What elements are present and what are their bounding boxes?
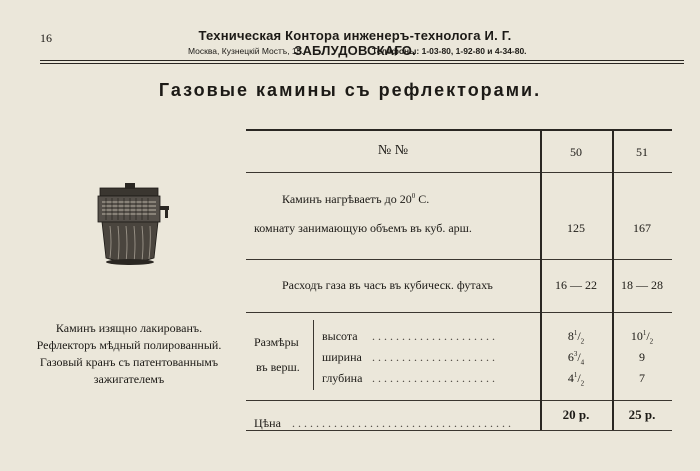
price-51: 25 р. — [628, 407, 656, 422]
dim-depth-51: 7 — [639, 371, 645, 385]
table-header-rule — [246, 172, 672, 173]
dims-brace — [313, 320, 322, 390]
product-description — [14, 320, 244, 388]
description-line: Газовый кранъ съ патентованнымъ — [39, 355, 219, 369]
degree-mark: 0 — [411, 192, 416, 200]
page-title: Газовые камины съ рефлекторами. — [158, 80, 542, 100]
header-number-label: № № — [377, 143, 409, 158]
address: Москва, Кузнецкій Мостъ, 15. — [188, 46, 304, 56]
heating-value-50: 125 — [567, 221, 585, 235]
price-leader: ..................................... — [292, 416, 514, 430]
dim-depth-50: $4^1/_2$ — [567, 371, 585, 388]
price-label: Цѣна — [254, 416, 281, 430]
description-line: зажигателемъ — [93, 372, 165, 386]
dim-width-50: $6^3/_4$ — [567, 350, 585, 367]
heating-label-line-2: комнату занимающую объемъ въ куб. арш. — [254, 221, 472, 235]
table-top-rule — [246, 129, 672, 131]
page-number: 16 — [40, 31, 52, 45]
dims-label-2: въ верш. — [256, 360, 300, 374]
gas-label: Расходъ газа въ часъ въ кубическ. футахъ — [282, 278, 493, 292]
dims-label-1: Размѣры — [254, 335, 299, 349]
dim-width-51: 9 — [639, 350, 645, 364]
model-50-header: 50 — [570, 145, 582, 159]
row-divider — [246, 259, 672, 260]
gas-value-50: 16 — 22 — [555, 278, 597, 292]
dim-leader: ..................... — [372, 329, 498, 343]
description-line: Каминъ изящно лакированъ. — [55, 321, 203, 335]
dim-label-width: ширина — [322, 350, 362, 364]
dim-label-depth: глубина — [322, 371, 363, 385]
dim-leader: ..................... — [372, 350, 498, 364]
description-line: Рефлекторъ мѣдный полированный. — [36, 338, 222, 352]
gas-value-51: 18 — 28 — [621, 278, 663, 292]
heating-label-line-1: Каминъ нагрѣваетъ до $20^0$ С. — [282, 192, 430, 206]
price-50: 20 р. — [562, 407, 590, 422]
row-divider — [246, 312, 672, 313]
dim-label-height: высота — [322, 329, 358, 343]
gas-fireplace-illustration — [92, 182, 178, 268]
dim-leader: ..................... — [372, 371, 498, 385]
header-rule-thin — [40, 63, 684, 64]
dim-height-51: $10^1/_2$ — [630, 329, 654, 346]
telephones: Телефоны: 1-03-80, 1-92-80 и 4-34-80. — [372, 46, 527, 56]
heating-value-51: 167 — [633, 221, 651, 235]
firm-name: Техническая Контора инженеръ-технолога И. Г. ЗАБЛУДОВСКАГО. — [198, 28, 512, 58]
row-divider — [246, 400, 672, 401]
header-rule — [40, 60, 684, 61]
model-51-header: 51 — [636, 145, 648, 159]
dim-height-50: $8^1/_2$ — [567, 329, 585, 346]
